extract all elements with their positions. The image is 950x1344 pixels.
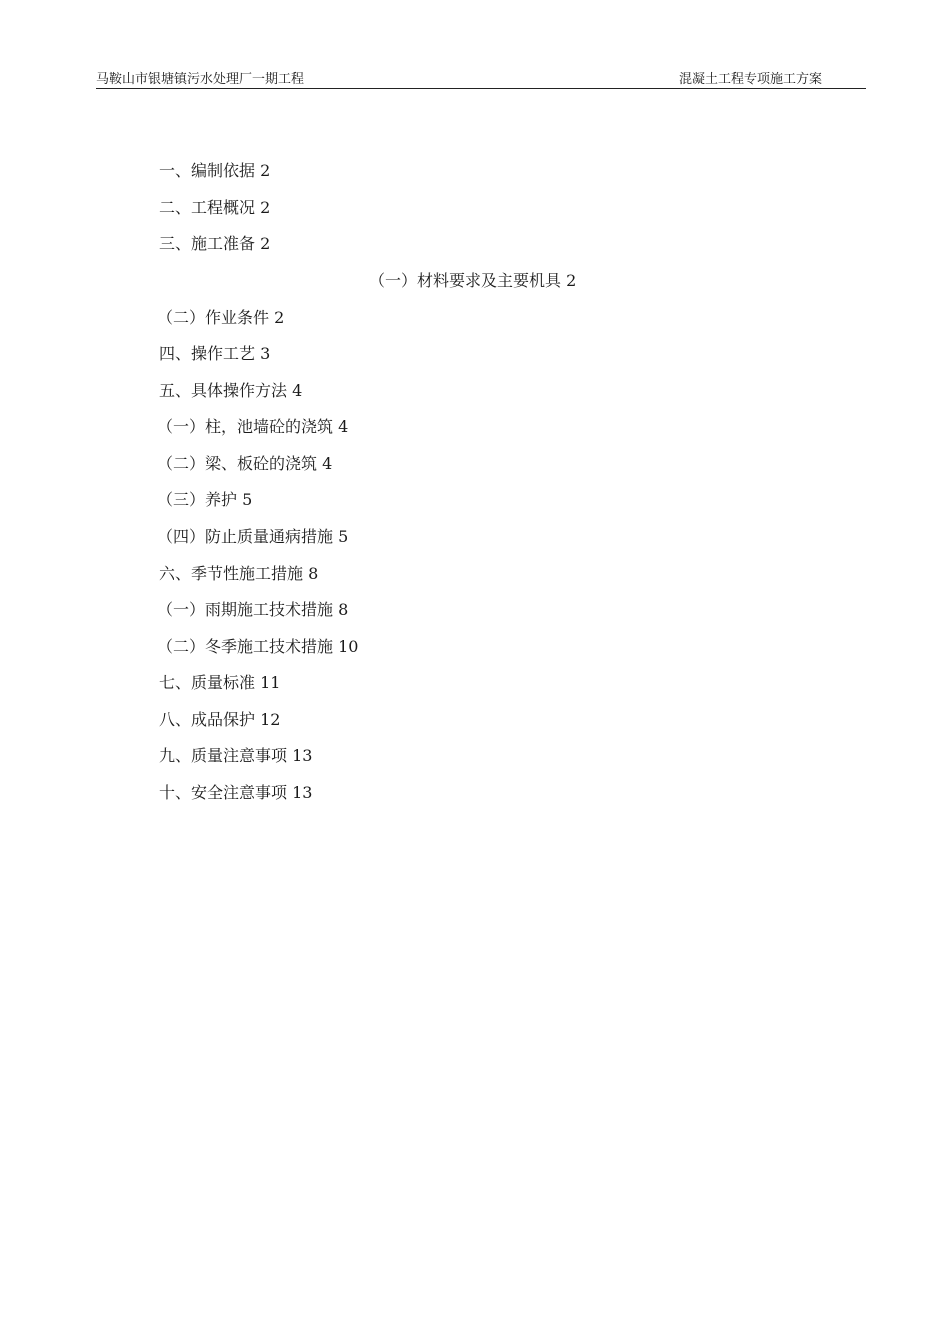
page-header: [96, 72, 866, 89]
toc-item[interactable]: 一、编制依据 2: [159, 161, 271, 180]
toc-item[interactable]: 八、成品保护 12: [159, 710, 281, 729]
toc-item[interactable]: 二、工程概况 2: [159, 198, 271, 217]
toc-item[interactable]: 四、操作工艺 3: [159, 344, 271, 363]
toc-item[interactable]: 六、季节性施工措施 8: [159, 564, 319, 583]
toc-item[interactable]: （一）柱，池墙砼的浇筑 4: [157, 417, 349, 436]
toc-item[interactable]: 十、安全注意事项 13: [159, 783, 313, 802]
toc-item[interactable]: （一）雨期施工技术措施 8: [157, 600, 349, 619]
toc-item[interactable]: （三）养护 5: [157, 490, 253, 509]
toc-item[interactable]: （二）冬季施工技术措施 10: [157, 637, 359, 656]
header-project-title: 马鞍山市银塘镇污水处理厂一期工程: [96, 72, 305, 87]
toc-item[interactable]: 三、施工准备 2: [159, 234, 271, 253]
toc-item[interactable]: 九、质量注意事项 13: [159, 746, 313, 765]
toc-item[interactable]: （二）作业条件 2: [157, 308, 285, 327]
toc-item[interactable]: 五、具体操作方法 4: [159, 381, 303, 400]
toc-item[interactable]: 七、质量标准 11: [159, 673, 281, 692]
header-document-title: 混凝土工程专项施工方案: [678, 72, 822, 87]
toc-item[interactable]: （一）材料要求及主要机具 2: [369, 271, 577, 290]
toc-item[interactable]: （二）梁、板砼的浇筑 4: [157, 454, 333, 473]
toc-item[interactable]: （四）防止质量通病措施 5: [157, 527, 349, 546]
